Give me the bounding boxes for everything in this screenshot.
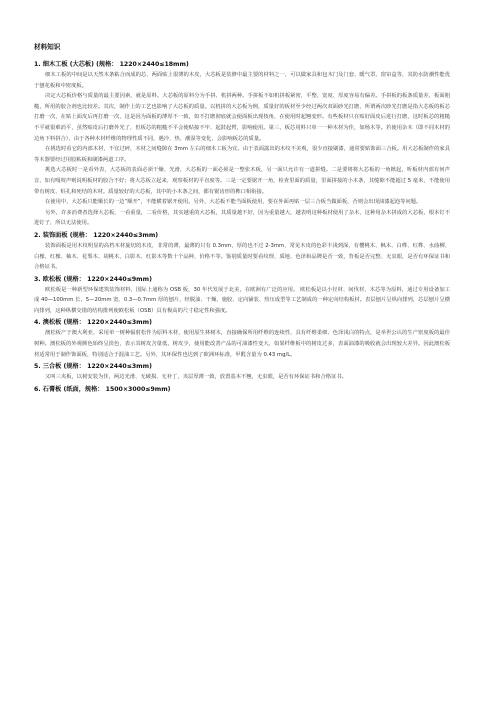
paragraph: 澳松板产于澳大利亚，采用单一树种辐射松作为原料木材，使用原生林树木，直接确保所用纤维的连续性，具有纤维柔细、色泽浅白的特点，是举世公认的生产密度板的最佳树种。澳松板的外观颜色始终呈淡色，表示其树皮含量低，树皮少，使用能改善产品的可油漆性变大，如果纤维板中的树皮过多，表面油漆的吸收就会出现较大差异。因此澳松板材适常用于制作饰面板，特别适合于混油工艺。另外，其环保性也达到了欧洲环标准，甲醛含量为 0.43 mg/L。 — [34, 330, 450, 358]
section — [34, 60, 450, 229]
document-title: 材料知识 — [34, 43, 61, 51]
section — [34, 385, 450, 394]
section-heading: 5. 三合板 (规格： 1220×2440≤3mm) — [34, 363, 152, 371]
section — [34, 231, 450, 273]
paragraph: 细木工板的中间是以天然木条粘合而成的芯，两面贴上很薄的木皮，大芯板是装修中最主要的材料之一，可以做家具和包木门及门套、暖气罩、窗帘盒等，其防水防潮性能优于刨花板和中密度板。 — [34, 72, 450, 89]
paragraph: 又叫三夹板，以树安装为佳，两边光滑、无破损、无补丁，夹层厚薄一致，放置基本不翘，无虫眼，是否有环保证书和合格证书。 — [45, 374, 347, 381]
paragraph: 在挑选时看它的内部木材，不宜过碎，木材之间缝隙在 3mm 左右的细木工板为宜。由于表面露出的木纹不美观，很少直接刷漆，通常要贴饰面三合板。用大芯板制作的家具等木器要经过用胶粘板和刷漆两道工序。 — [34, 146, 450, 163]
section-heading: 1. 细木工板 (大芯板) (规格： 1220×2440≤18mm) — [34, 61, 189, 68]
section — [34, 275, 450, 317]
document-body — [34, 60, 450, 394]
paragraph: 在使用中，大芯板只能顺长的一边“顺开”，不能横着锯开使用。另外，大芯板不能当面板使用，要在外面再贴一层三合板当做面板，否则会出现油漆起泡等问题。 — [45, 199, 422, 206]
paragraph: 欧松板是一种新型环保建筑装饰材料，国际上通称为 OSB 板，30 年代发展于北美，在欧洲有广泛的应用。 欧松板是以小径材、间伐材、木芯等为原料，通过专用设备加工成 40—100mm 长、5—20mm 宽、0.3—0.7mm 厚的刨片，经脱油、干燥、施胶、定向铺装、热压成型等工艺制成的一种定向结构板材。表层刨片呈纵向排列，芯层刨片呈横向排列，这种纵横交错的结构排列使欧松板（OSB）具有极高的尺寸稳定性和强度。 — [34, 286, 450, 314]
section — [34, 362, 450, 383]
section-heading: 3. 欧松板 (规格： 1220×2440≤9mm) — [34, 275, 152, 283]
paragraph: 决定大芯板价格与质量的最主要因素，就是原料。大芯板的原料分为手拼、机拼两种。手拼板不如机拼板紧密，平整、宽度、厚度容易有偏差。手拼板的板条质量差，板面粗糙，所用的胶合剂也比较差。其次，制作上的工艺也影响了大芯板的质量。以机拼的大芯板为例，质量好的板材至少经过两次双面砂光打磨，所谓两次砂光打磨是指大芯板的板芯打磨一次，在贴上面皮后再打磨一次，这是因为面板的薄厚不一致，如不打磨彻底就会使面板出现枝角，在使用时起翘变形。有些板材只在贴好面皮后进行打磨，这时板芯的粗糙不平就很难消平，虽然贴皮后打磨外光了，但板芯的粗糙不平会使贴接不牢、起鼓起臂，影响使用。第三，板芯用料只单一一种木材为佳，如杨木等。若使用杂木（即不同木材的边角下料拼合），由于各种木材纤维的物理性质不同，遇冷、热、潮湿等变化，会影响板芯的质量。 — [34, 93, 450, 142]
section-heading: 4. 澳松板 (规格： 1220×2440≤3mm) — [34, 319, 152, 327]
paragraph: 装饰面板是用木纹明显的高档木材旋切的木皮，非常的薄，最薄的只有 0.3mm，厚的也不过 2-3mm，常见木皮的色彩丰浅到深，有樱桃木、枫木、白桦、红桦、水曲柳、白橡、红橡、柚木、花梨木、胡桃木、白影木、红影木等数十个品种，价格不等。鉴别质量时要看纹理、质地、色泽和品牌是否一致，背板是否完整、无虫眼，是否有环保证书和合格证书。 — [34, 242, 450, 271]
section — [34, 318, 450, 360]
section-heading: 6. 石膏板 (纸面，规格： 1500×3000≤9mm) — [34, 385, 171, 393]
section-heading: 2. 装饰面板 (规格： 1220×2440≤3mm) — [34, 231, 159, 239]
paragraph: 另外，许多消费者选择大芯板，一看重量，二看价格，其实越重的大芯板，其质量越不好，因为重量越大，越表明这种板材使用了杂木，这种用杂木拼成的大芯板，根本钉不进钉子，所以无法使用。 — [34, 209, 450, 227]
paragraph: 挑选大芯板时一是看外表，大芯板的表面必须干燥、光滑，大芯板的一面必须是一整张木板，另一面只允许有一道拼缝。二是要将将大芯板的一角掀起，听板材内部有何声音，如有嘎吱声则说明板材的胶合不好；将大芯板立起来，观察板材的平直度等。三是一定要锯开一角，检查里面的质量，里面拼接的小木条，其缝隙不能超过 5 毫米，不能使用带有树皮、蛀孔和死结的木材。质量较好的大芯板，其中的小木条之间，都有锯齿形的榫口相衔接。 — [34, 167, 450, 195]
